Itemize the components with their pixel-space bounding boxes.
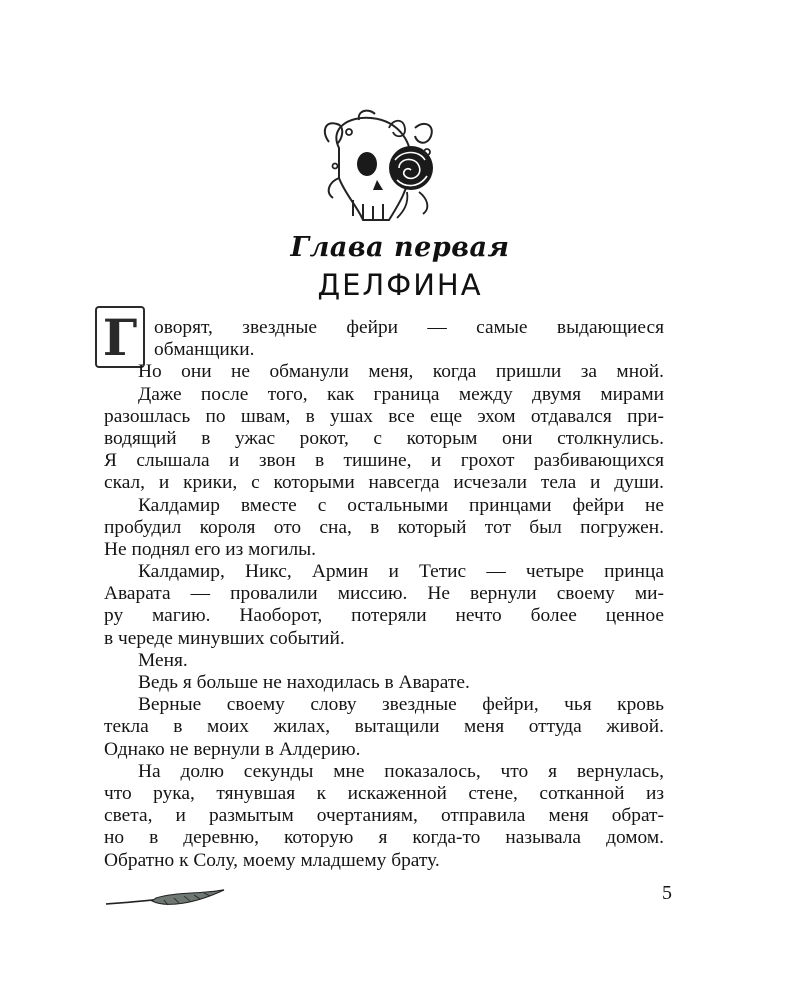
text-line: водящий в ужас рокот, с которым они столкнулись. xyxy=(104,427,664,449)
text-line: что рука, тянувшая к искаженной стене, сотканной из xyxy=(104,782,664,804)
text-line: ру магию. Наоборот, потеряли нечто более ценное xyxy=(104,605,664,627)
text-line: Меня. xyxy=(138,649,188,671)
body-text xyxy=(104,317,664,872)
skull-rose-emblem xyxy=(319,108,445,232)
text-line: текла в моих жилах, вытащили меня оттуда живой. xyxy=(104,716,664,738)
text-line: оворят, звездные фейри — самые выдающиеся xyxy=(154,317,664,338)
text-line: но в деревню, которую я когда-то называла домом. xyxy=(104,827,664,849)
text-line: Не поднял его из могилы. xyxy=(104,538,317,560)
text-line: Но они не обманули меня, когда пришли за мной. xyxy=(138,361,664,383)
text-line: разошлась по швам, в ушах все еще эхом отдавался при- xyxy=(104,405,664,427)
text-line: Однако не вернули в Алдерию. xyxy=(104,738,361,760)
text-line: На долю секунды мне показалось, что я вернулась, xyxy=(138,760,664,782)
text-line: Калдамир, Никс, Армин и Тетис — четыре принца xyxy=(138,561,664,583)
text-line: Верные своему слову звездные фейри, чья кровь xyxy=(138,694,664,716)
text-line: Даже после того, как граница между двумя мирами xyxy=(138,383,664,405)
text-line: скал, и крики, с которыми навсегда исчезали тела и души. xyxy=(104,472,664,494)
feather-ornament-icon xyxy=(104,888,228,912)
page-number: 5 xyxy=(662,882,672,904)
text-line: в череде минувших событий. xyxy=(104,627,345,649)
text-line: Я слышала и звон в тишине, и грохот разбивающихся xyxy=(104,450,664,472)
text-line: Ведь я больше не находилась в Аварате. xyxy=(138,672,470,693)
text-line: обманщики. xyxy=(154,339,255,361)
chapter-title: ДЕЛФИНА xyxy=(317,268,483,302)
text-line: пробудил короля ото сна, в который тот был погружен. xyxy=(104,516,664,538)
chapter-number-heading: Глава первая xyxy=(290,232,510,263)
text-line: Калдамир вместе с остальными принцами фейри не xyxy=(138,494,664,516)
text-line: Обратно к Солу, моему младшему брату. xyxy=(104,849,440,871)
drop-cap-letter: Г xyxy=(95,306,145,368)
text-line: Аварата — провалили миссию. Не вернули своему ми- xyxy=(104,583,664,605)
text-line: света, и размытым очертаниям, отправила меня обрат- xyxy=(104,805,664,827)
